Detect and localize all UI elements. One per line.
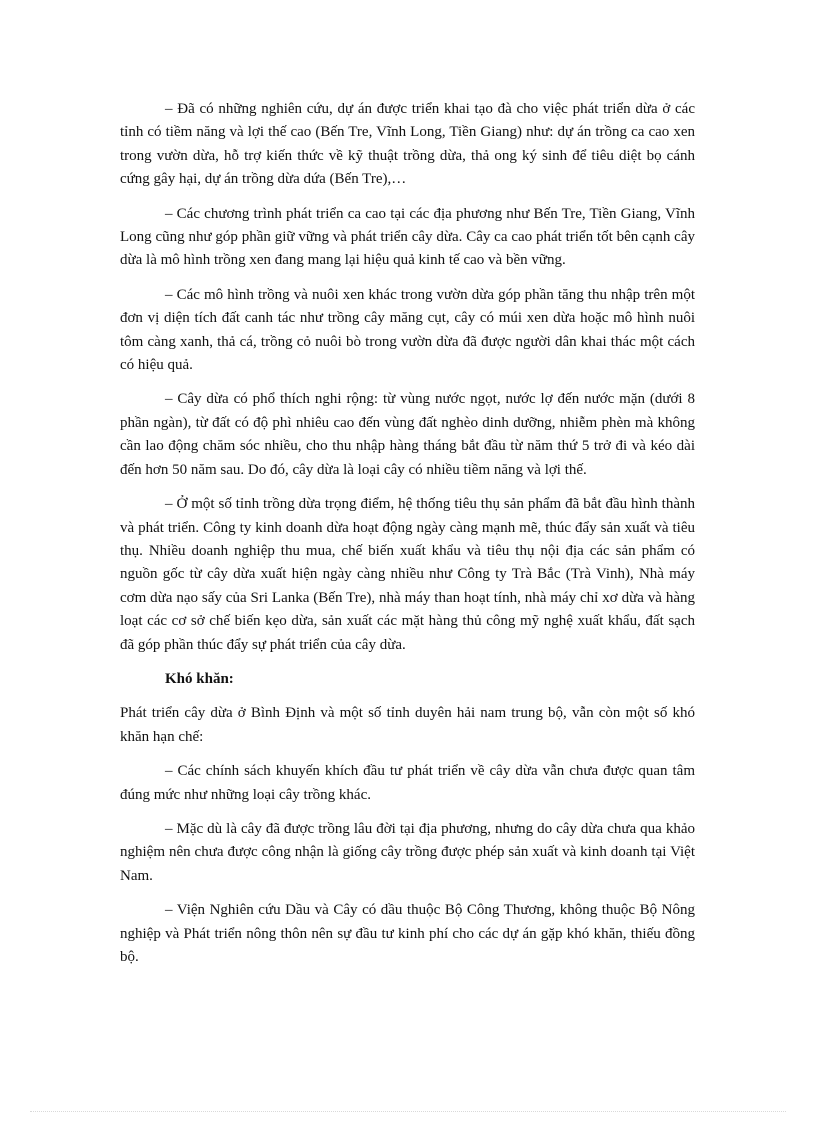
paragraph-variety-recognition: – Mặc dù là cây đã được trồng lâu đời tại địa phương, nhưng do cây dừa chưa qua khảo nghiệm nên chưa được công nhận là giống cây trồng được phép sản xuất và kinh doanh tại Việt Nam. (120, 820, 695, 884)
paragraph-institute-funding: – Viện Nghiên cứu Dầu và Cây có dầu thuộc Bộ Công Thương, không thuộc Bộ Nông nghiệp và Phát triển nông thôn nên sự đầu tư kinh phí cho các dự án gặp khó khăn, thiếu đồng bộ. (120, 902, 695, 965)
paragraph-intercropping-models: – Các mô hình trồng và nuôi xen khác trong vườn dừa góp phần tăng thu nhập trên một đơn vị diện tích đất canh tác như trồng cây măng cụt, cây có múi xen dừa hoặc mô hình nuôi tôm càng xanh, thả cá, trồng cỏ nuôi bò trong vườn dừa đã được người dân khai thác một cách có hiệu quả. (120, 286, 695, 374)
section-heading-difficulties: Khó khăn: (165, 670, 234, 687)
page-bottom-divider (30, 1111, 786, 1112)
paragraph-difficulties-intro: Phát triển cây dừa ở Bình Định và một số tỉnh duyên hải nam trung bộ, vẫn còn một số khó khăn hạn chế: (120, 705, 695, 745)
paragraph-consumption-system: – Ở một số tỉnh trồng dừa trọng điểm, hệ thống tiêu thụ sản phẩm đã bắt đầu hình thành và phát triển. Công ty kinh doanh dừa hoạt động ngày càng mạnh mẽ, thúc đẩy sản xuất và tiêu thụ. Nhiều doanh nghiệp thu mua, chế biến xuất khẩu và tiêu thụ nội địa các sản phẩm có nguồn gốc từ cây dừa xuất hiện ngày càng nhiều như Công ty Trà Bắc (Trà Vinh), Nhà máy cơm dừa nạo sấy của Sri Lanka (Bến Tre), nhà máy than hoạt tính, nhà máy chỉ xơ dừa và hàng loạt các cơ sở chế biến kẹo dừa, sản xuất các mặt hàng thủ công mỹ nghệ xuất khẩu, đất sạch đã góp phần thúc đẩy sự phát triển của cây dừa. (120, 496, 695, 653)
paragraph-adaptability: – Cây dừa có phổ thích nghi rộng: từ vùng nước ngọt, nước lợ đến nước mặn (dưới 8 phần ngàn), từ đất có độ phì nhiêu cao đến vùng đất nghèo dinh dưỡng, nhiễm phèn mà không cần lao động chăm sóc nhiều, cho thu nhập hàng tháng bắt đầu từ năm thứ 5 trở đi và kéo dài đến hơn 50 năm sau. Do đó, cây dừa là loại cây có nhiều tiềm năng và lợi thế. (120, 391, 695, 478)
paragraph-research-projects: – Đã có những nghiên cứu, dự án được triển khai tạo đà cho việc phát triển dừa ở các tỉnh có tiềm năng và lợi thế cao (Bến Tre, Vĩnh Long, Tiền Giang) như: dự án trồng ca cao xen trong vườn dừa, hỗ trợ kiến thức về kỹ thuật trồng dừa, thả ong ký sinh để tiêu diệt bọ cánh cứng gây hại, dự án trồng dừa dứa (Bến Tre),… (120, 101, 695, 188)
paragraph-cacao-programs: – Các chương trình phát triển ca cao tại các địa phương như Bến Tre, Tiền Giang, Vĩnh Long cũng như góp phần giữ vững và phát triển cây dừa. Cây ca cao phát triển tốt bên cạnh cây dừa là mô hình trồng xen đang mang lại hiệu quả kinh tế cao và bền vững. (120, 205, 695, 269)
paragraph-policy: – Các chính sách khuyến khích đầu tư phát triển về cây dừa vẫn chưa được quan tâm đúng mức như những loại cây trồng khác. (120, 763, 695, 803)
document-body (120, 98, 695, 980)
